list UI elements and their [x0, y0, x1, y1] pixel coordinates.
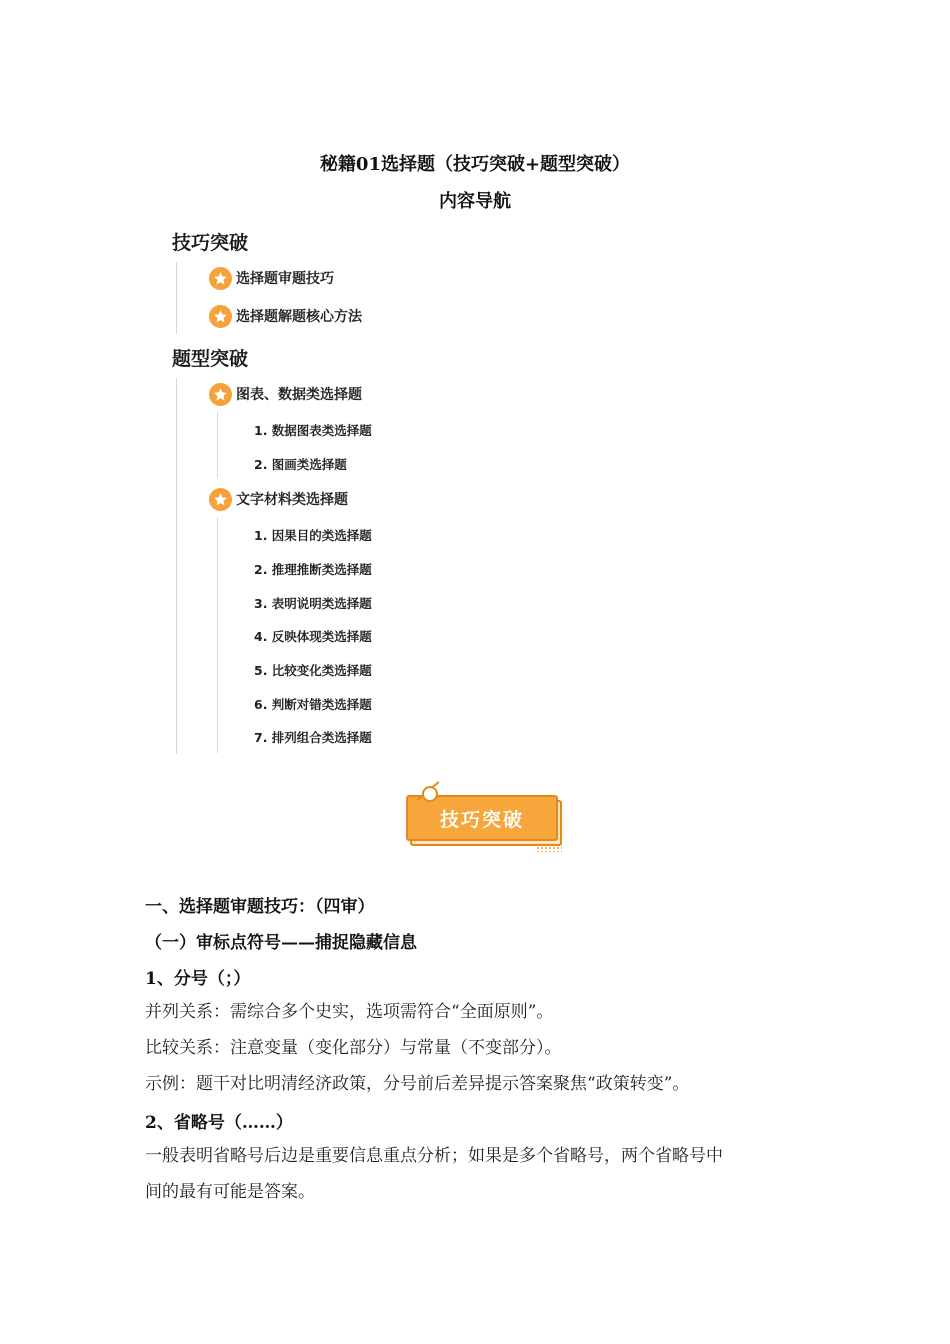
nav-item-label: 图表、数据类选择题 [236, 387, 362, 403]
nav-section-question-types: 题型突破 [172, 348, 249, 370]
star-icon [209, 488, 232, 511]
paragraph: 间的最有可能是答案。 [145, 1182, 315, 1202]
nav-divider [217, 517, 218, 753]
nav-sub-item[interactable]: 5. 比较变化类选择题 [254, 663, 372, 678]
section-badge [400, 784, 570, 854]
nav-section-skills: 技巧突破 [172, 232, 249, 254]
pin-icon [422, 786, 438, 802]
nav-divider [217, 412, 218, 478]
nav-sub-item[interactable]: 1. 数据图表类选择题 [254, 423, 372, 438]
document-title: 秘籍01选择题（技巧突破+题型突破） [319, 154, 631, 175]
nav-sub-item[interactable]: 7. 排列组合类选择题 [254, 730, 372, 745]
nav-item-label: 选择题审题技巧 [236, 271, 334, 287]
nav-sub-item[interactable]: 6. 判断对错类选择题 [254, 697, 372, 712]
nav-item-label: 选择题解题核心方法 [236, 309, 362, 325]
paragraph: 比较关系：注意变量（变化部分）与常量（不变部分）。 [145, 1038, 562, 1058]
nav-sub-item[interactable]: 2. 图画类选择题 [254, 457, 347, 472]
nav-item-chart-data[interactable] [209, 381, 362, 407]
badge-label: 技巧突破 [406, 795, 558, 841]
heading-punctuation: （一）审标点符号——捕捉隐藏信息 [145, 933, 417, 953]
nav-item-reading-skills[interactable] [209, 265, 334, 291]
paragraph: 示例：题干对比明清经济政策，分号前后差异提示答案聚焦“政策转变”。 [145, 1074, 690, 1094]
nav-divider [176, 378, 177, 754]
heading-semicolon: 1、分号（；） [145, 969, 251, 989]
heading-ellipsis: 2、省略号（……） [145, 1113, 293, 1133]
nav-item-label: 文字材料类选择题 [236, 492, 348, 508]
nav-divider [176, 262, 177, 334]
document-subtitle: 内容导航 [439, 191, 511, 212]
paragraph: 一般表明省略号后边是重要信息重点分析；如果是多个省略号，两个省略号中 [145, 1146, 723, 1166]
star-icon [209, 383, 232, 406]
nav-item-core-methods[interactable] [209, 303, 362, 329]
nav-sub-item[interactable]: 1. 因果目的类选择题 [254, 528, 372, 543]
star-icon [209, 305, 232, 328]
nav-sub-item[interactable]: 2. 推理推断类选择题 [254, 562, 372, 577]
nav-item-text-material[interactable] [209, 486, 348, 512]
nav-sub-item[interactable]: 3. 表明说明类选择题 [254, 596, 372, 611]
paragraph: 并列关系：需综合多个史实，选项需符合“全面原则”。 [145, 1002, 554, 1022]
heading-review-skills: 一、选择题审题技巧：（四审） [145, 897, 375, 917]
star-icon [209, 267, 232, 290]
nav-sub-item[interactable]: 4. 反映体现类选择题 [254, 629, 372, 644]
